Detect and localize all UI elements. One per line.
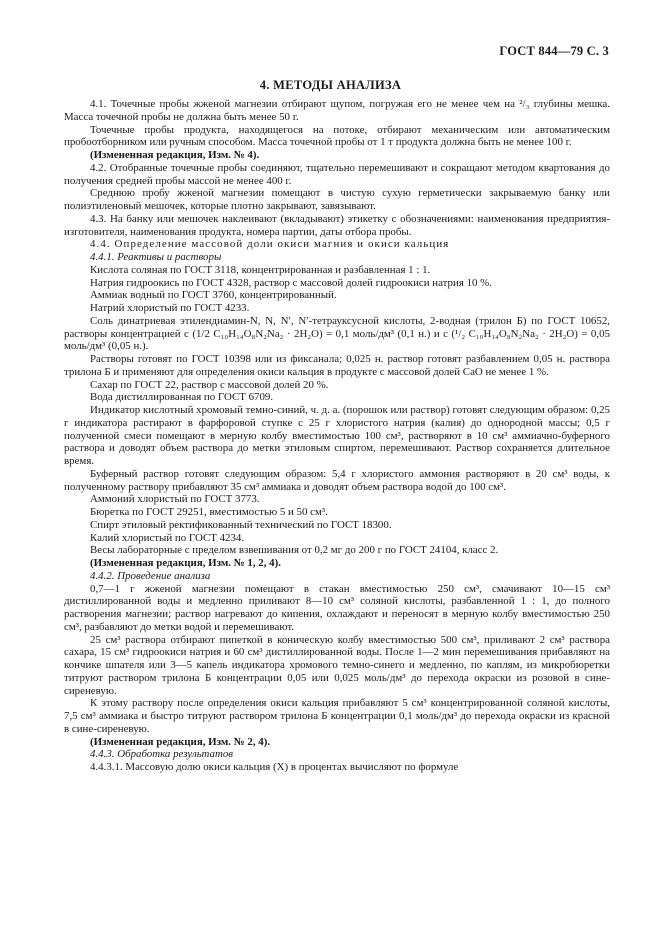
paragraph: Аммоний хлористый по ГОСТ 3773. — [90, 493, 260, 506]
paragraph: 4.4.3. Обработка результатов — [90, 748, 233, 761]
section-title: 4. МЕТОДЫ АНАЛИЗА — [259, 78, 402, 92]
paragraph: Натрия гидроокись по ГОСТ 4328, раствор с массовой долей гидроокиси натрия 10 %. — [90, 276, 492, 289]
paragraph: Натрий хлористый по ГОСТ 4233. — [90, 302, 250, 314]
paragraph: Весы лабораторные с пределом взвешивания от 0,2 мг до 200 г по ГОСТ 24104, класс 2. — [90, 544, 499, 557]
paragraph: 4.4.3.1. Массовую долю окиси кальция (X) в процентах вычисляют по формуле — [90, 761, 459, 773]
paragraph: К этому раствору после определения окиси кальция прибавляют 5 см³ концентрированной соляной кислоты, 7,5 см³ аммиака и быстро титруют раствором трилона Б концентрации 0,1 моль/дм³ до перехода окраски из красной в сине-сиреневую. — [64, 697, 610, 735]
paragraph: 25 см³ раствора отбирают пипеткой в коническую колбу вместимостью 500 см³, приливают 2 см³ раствора сахара, 15 см³ гидроокиси натрия и 60 см³ дистиллированной воды. После 1—2 мин перемешивания прибавляют на кончике шпателя или 3—5 капель индикатора хромового темно-синего и медленно, по каплям, из микробюретки титруют раствором трилона Б концентрации 0,05 или 0,025 моль/дм³ до перехода окраски из розовой в сине-сиреневую. — [64, 633, 610, 697]
paragraph: Точечные пробы продукта, находящегося на потоке, отбирают механическим или автоматическим пробоотборником или ручным способом. Масса точечной пробы от 1 т продукта должна быть не менее 100 г. — [64, 123, 610, 149]
paragraph: (Измененная редакция, Изм. № 4). — [90, 149, 260, 161]
paragraph: 0,7—1 г жженой магнезии помещают в стакан вместимостью 250 см³, смачивают 10—15 см³ дистиллированной воды и медленно приливают 8—10 см³ соляной кислоты, разбавленной 1 : 1, до полного растворения магнезии; раствор нагревают до кипения, охлаждают и переносят в мерную колбу вместимостью 250 см³, разбавляют до метки водой и перемешивают. — [64, 582, 610, 633]
paragraph: Аммиак водный по ГОСТ 3760, концентрированный. — [90, 289, 337, 302]
paragraph: Калий хлористый по ГОСТ 4234. — [90, 531, 245, 544]
document-body — [64, 98, 610, 774]
paragraph: Спирт этиловый ректификованный технический по ГОСТ 18300. — [90, 518, 392, 531]
paragraph: 4.3. На банку или мешочек наклеивают (вкладывают) этикетку с обозначениями: наименования предприятия-изготовителя, наименования продукта, номера партии, даты отбора пробы. — [64, 212, 610, 238]
paragraph: (Измененная редакция, Изм. № 2, 4). — [90, 735, 271, 748]
paragraph: (Измененная редакция, Изм. № 1, 2, 4). — [90, 557, 281, 569]
paragraph: Вода дистиллированная по ГОСТ 6709. — [90, 391, 274, 404]
paragraph: Буферный раствор готовят следующим образом: 5,4 г хлористого аммония растворяют в 20 см³ воды, к полученному раствору прибавляют 35 см³ аммиака и доводят объем раствора водой до 100 см³. — [64, 467, 610, 493]
paragraph: Индикатор кислотный хромовый темно-синий, ч. д. а. (порошок или раствор) готовят следующим образом: 0,25 г индикатора растирают в фарфоровой ступке с 25 г хлористого натрия (калия) до однородной массы; 0,5 г полученной смеси помещают в мерную колбу вместимостью 100 см³, растворяют в 10 см³ аммиачно-буферного раствора и доводят объем раствора до метки этиловым спиртом, перемешивают. Раствор сохраняется длительное время. — [64, 404, 610, 467]
paragraph: 4.2. Отобранные точечные пробы соединяют, тщательно перемешивают и сокращают методом квартования до получения средней пробы массой не менее 400 г. — [64, 161, 610, 187]
paragraph: Бюретка по ГОСТ 29251, вместимостью 5 и 50 см³. — [90, 506, 328, 518]
paragraph: Среднюю пробу жженой магнезии помещают в чистую сухую герметически закрываемую банку или полиэтиленовый мешочек, которые плотно закрывают, завязывают. — [64, 187, 610, 212]
paragraph: 4.4.1. Реактивы и растворы — [90, 251, 222, 263]
paragraph: Кислота соляная по ГОСТ 3118, концентрированная и разбавленная 1 : 1. — [90, 263, 431, 276]
paragraph: Сахар по ГОСТ 22, раствор с массовой долей 20 %. — [90, 378, 329, 391]
paragraph: Соль динатриевая этилендиамин-N, N, N′, N′-тетрауксусной кислоты, 2-водная (трилон Б) по ГОСТ 10652, растворы концентрацией c (1/2 C₁₀H₁₄O₈N₂Na₂ · 2H₂O) = 0,1 моль/дм³ (0,1 н.) и c (¹/₂ C₁₀H₁₄O₈N₂Na₂ · 2H₂O) = 0,05 моль/дм³ (0,05 н.). — [64, 314, 610, 353]
page-header: ГОСТ 844—79 С. 3 — [499, 44, 609, 58]
paragraph: 4.4. Определение массовой доли окиси магния и окиси кальция — [90, 238, 450, 251]
paragraph: 4.4.2. Проведение анализа — [90, 569, 211, 582]
paragraph: Растворы готовят по ГОСТ 10398 или из фиксанала; 0,025 н. раствор готовят разбавлением 0,05 н. раствора трилона Б и применяют для определения окиси кальция в продукте с массовой долей CaO не менее 1 %. — [64, 353, 610, 378]
paragraph: 4.1. Точечные пробы жженой магнезии отбирают щупом, погружая его не менее чем на ²/₃ глубины мешка. Масса точечной пробы не должна быть менее 50 г. — [64, 98, 610, 123]
